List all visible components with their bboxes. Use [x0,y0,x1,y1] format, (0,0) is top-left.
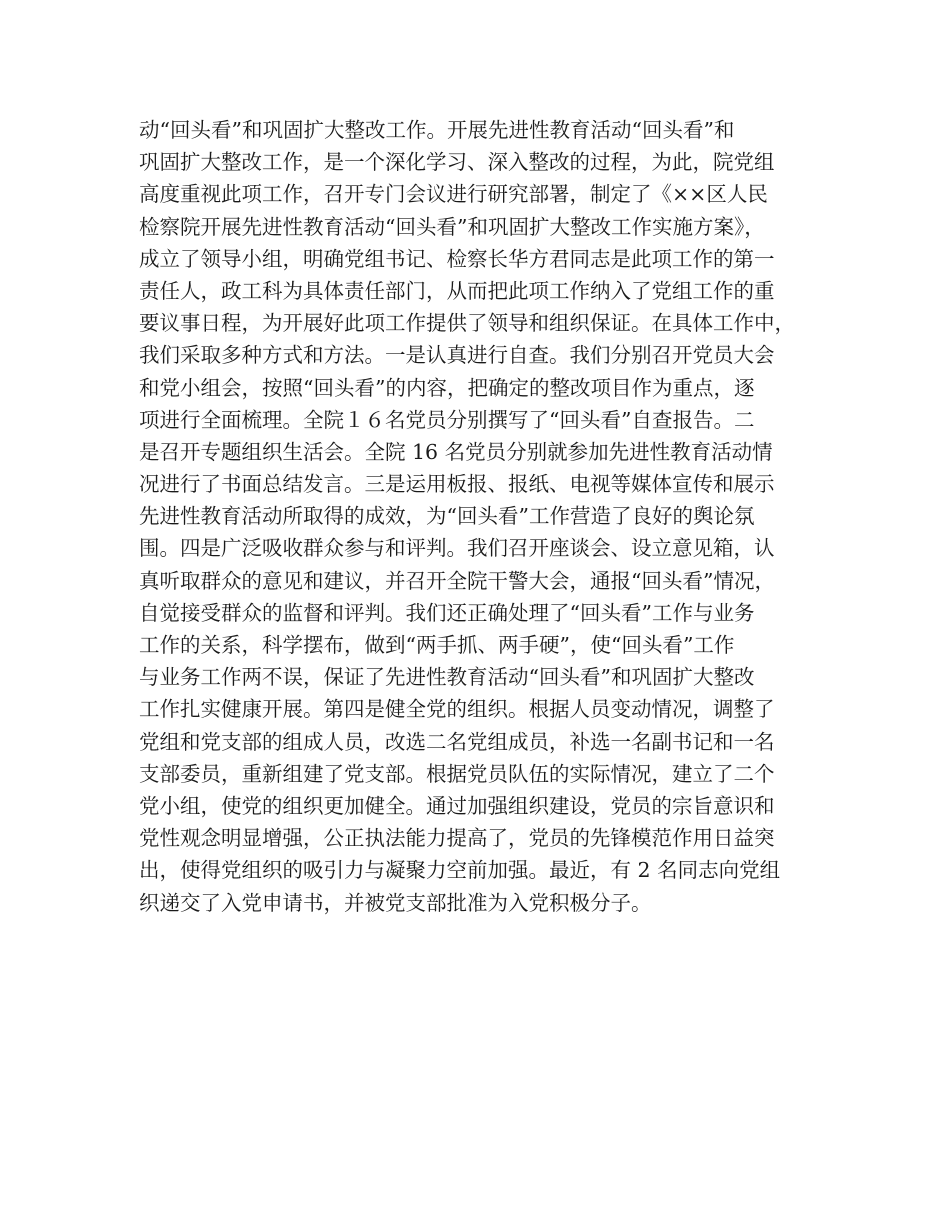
text-line: 项进行全面梳理。全院１６名党员分别撰写了“回头看”自查报告。二 [139,407,755,432]
text-line: 支部委员，重新组建了党支部。根据党员队伍的实际情况，建立了二个 [139,761,775,786]
text-line: 工作的关系，科学摆布，做到“两手抓、两手硬”，使“回头看”工作 [139,633,735,657]
text-line: 与业务工作两不误，保证了先进性教育活动“回头看”和巩固扩大整改 [139,665,755,690]
text-line: 围。四是广泛吸收群众参与和评判。我们召开座谈会、设立意见箱，认 [139,536,775,561]
text-line: 我们采取多种方式和方法。一是认真进行自查。我们分别召开党员大会 [139,343,775,368]
text-line: 高度重视此项工作，召开专门会议进行研究部署，制定了《××区人民 [139,182,768,207]
body-paragraph [139,114,839,919]
text-line: 况进行了书面总结发言。三是运用板报、报纸、电视等媒体宣传和展示 [139,472,775,497]
text-line: 巩固扩大整改工作，是一个深化学习、深入整改的过程，为此，院党组 [139,150,775,175]
text-line: 真听取群众的意见和建议，并召开全院干警大会，通报“回头看”情况， [139,568,775,593]
text-line: 动“回头看”和巩固扩大整改工作。开展先进性教育活动“回头看”和 [139,118,735,142]
text-line: 党性观念明显增强，公正执法能力提高了，党员的先锋模范作用日益突 [139,826,775,851]
text-line: 是召开专题组织生活会。全院 16 名党员分别就参加先进性教育活动情 [139,439,773,464]
text-line: 工作扎实健康开展。第四是健全党的组织。根据人员变动情况，调整了 [139,697,775,722]
text-line: 检察院开展先进性教育活动“回头看”和巩固扩大整改工作实施方案》， [139,214,765,239]
text-line: 先进性教育活动所取得的成效，为“回头看”工作营造了良好的舆论氛 [139,504,755,529]
text-line: 出，使得党组织的吸引力与凝聚力空前加强。最近，有 2 名同志向党组 [139,858,781,883]
text-line: 成立了领导小组，明确党组书记、检察长华方君同志是此项工作的第一 [139,246,775,271]
text-line: 和党小组会，按照“回头看”的内容，把确定的整改项目作为重点，逐 [139,375,755,400]
text-line: 要议事日程，为开展好此项工作提供了领导和组织保证。在具体工作中， [139,311,795,336]
text-line: 责任人，政工科为具体责任部门，从而把此项工作纳入了党组工作的重 [139,278,775,303]
text-line: 自觉接受群众的监督和评判。我们还正确处理了“回头看”工作与业务 [139,600,755,625]
text-line: 党组和党支部的组成人员，改选二名党组成员，补选一名副书记和一名 [139,729,775,754]
text-line: 织递交了入党申请书，并被党支部批准为入党积极分子。 [139,890,652,915]
text-line: 党小组，使党的组织更加健全。通过加强组织建设，党员的宗旨意识和 [139,793,775,818]
